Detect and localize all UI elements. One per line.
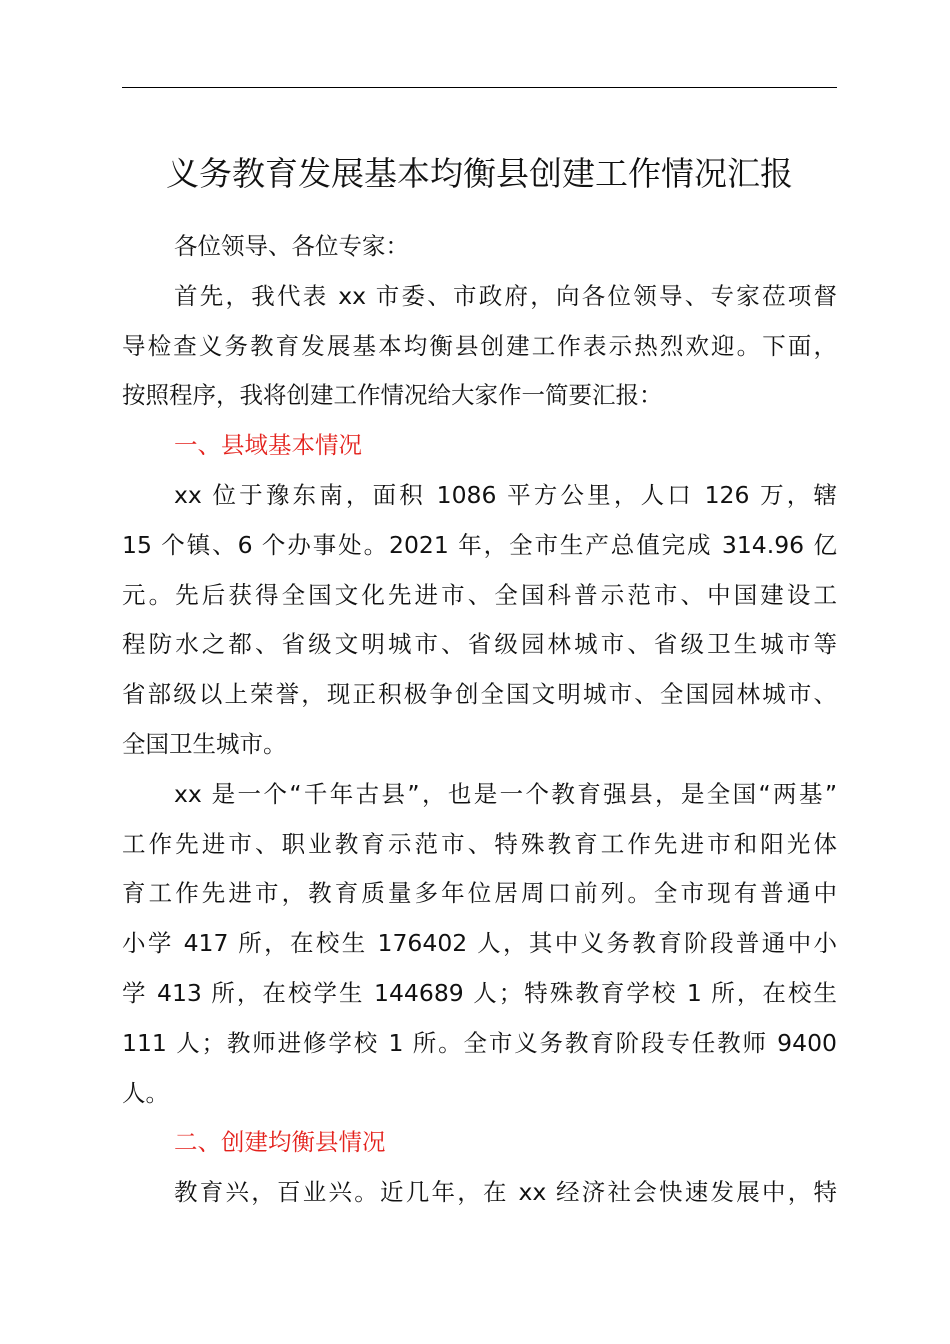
document-title: 义务教育发展基本均衡县创建工作情况汇报 bbox=[166, 154, 793, 193]
salutation: 各位领导、各位专家： bbox=[174, 232, 409, 260]
paragraph-line: 导检查义务教育发展基本均衡县创建工作表示热烈欢迎。下面， bbox=[122, 331, 837, 360]
paragraph-line: 小学 417 所，在校生 176402 人，其中义务教育阶段普通中小 bbox=[122, 929, 837, 958]
paragraph-line: 育工作先进市，教育质量多年位居周口前列。全市现有普通中 bbox=[122, 879, 837, 908]
section-heading-1: 一、县域基本情况 bbox=[174, 431, 362, 460]
paragraph-line: xx 位于豫东南，面积 1086 平方公里，人口 126 万，辖 bbox=[174, 480, 837, 509]
paragraph-line: 全国卫生城市。 bbox=[122, 729, 287, 758]
paragraph-line: 按照程序，我将创建工作情况给大家作一简要汇报： bbox=[122, 381, 663, 410]
paragraph-line: xx 是一个“千年古县”，也是一个教育强县，是全国“两基” bbox=[174, 779, 837, 808]
paragraph-line: 教育兴，百业兴。近几年，在 xx 经济社会快速发展中，特 bbox=[174, 1178, 837, 1207]
paragraph-line: 111 人；教师进修学校 1 所。全市义务教育阶段专任教师 9400 bbox=[122, 1028, 837, 1057]
paragraph-line: 学 413 所，在校学生 144689 人；特殊教育学校 1 所，在校生 bbox=[122, 978, 837, 1007]
paragraph-line: 工作先进市、职业教育示范市、特殊教育工作先进市和阳光体 bbox=[122, 829, 837, 858]
paragraph-line: 程防水之都、省级文明城市、省级园林城市、省级卫生城市等 bbox=[122, 630, 837, 659]
paragraph-line: 人。 bbox=[122, 1078, 169, 1107]
paragraph-line: 首先，我代表 xx 市委、市政府，向各位领导、专家莅项督 bbox=[174, 281, 837, 310]
section-heading-2: 二、创建均衡县情况 bbox=[174, 1128, 386, 1157]
header-rule bbox=[122, 87, 837, 88]
paragraph-line: 省部级以上荣誉，现正积极争创全国文明城市、全国园林城市、 bbox=[122, 680, 837, 709]
paragraph-line: 15 个镇、6 个办事处。2021 年，全市生产总值完成 314.96 亿 bbox=[122, 530, 837, 559]
paragraph-line: 元。先后获得全国文化先进市、全国科普示范市、中国建设工 bbox=[122, 580, 837, 609]
document-body bbox=[122, 222, 837, 1218]
